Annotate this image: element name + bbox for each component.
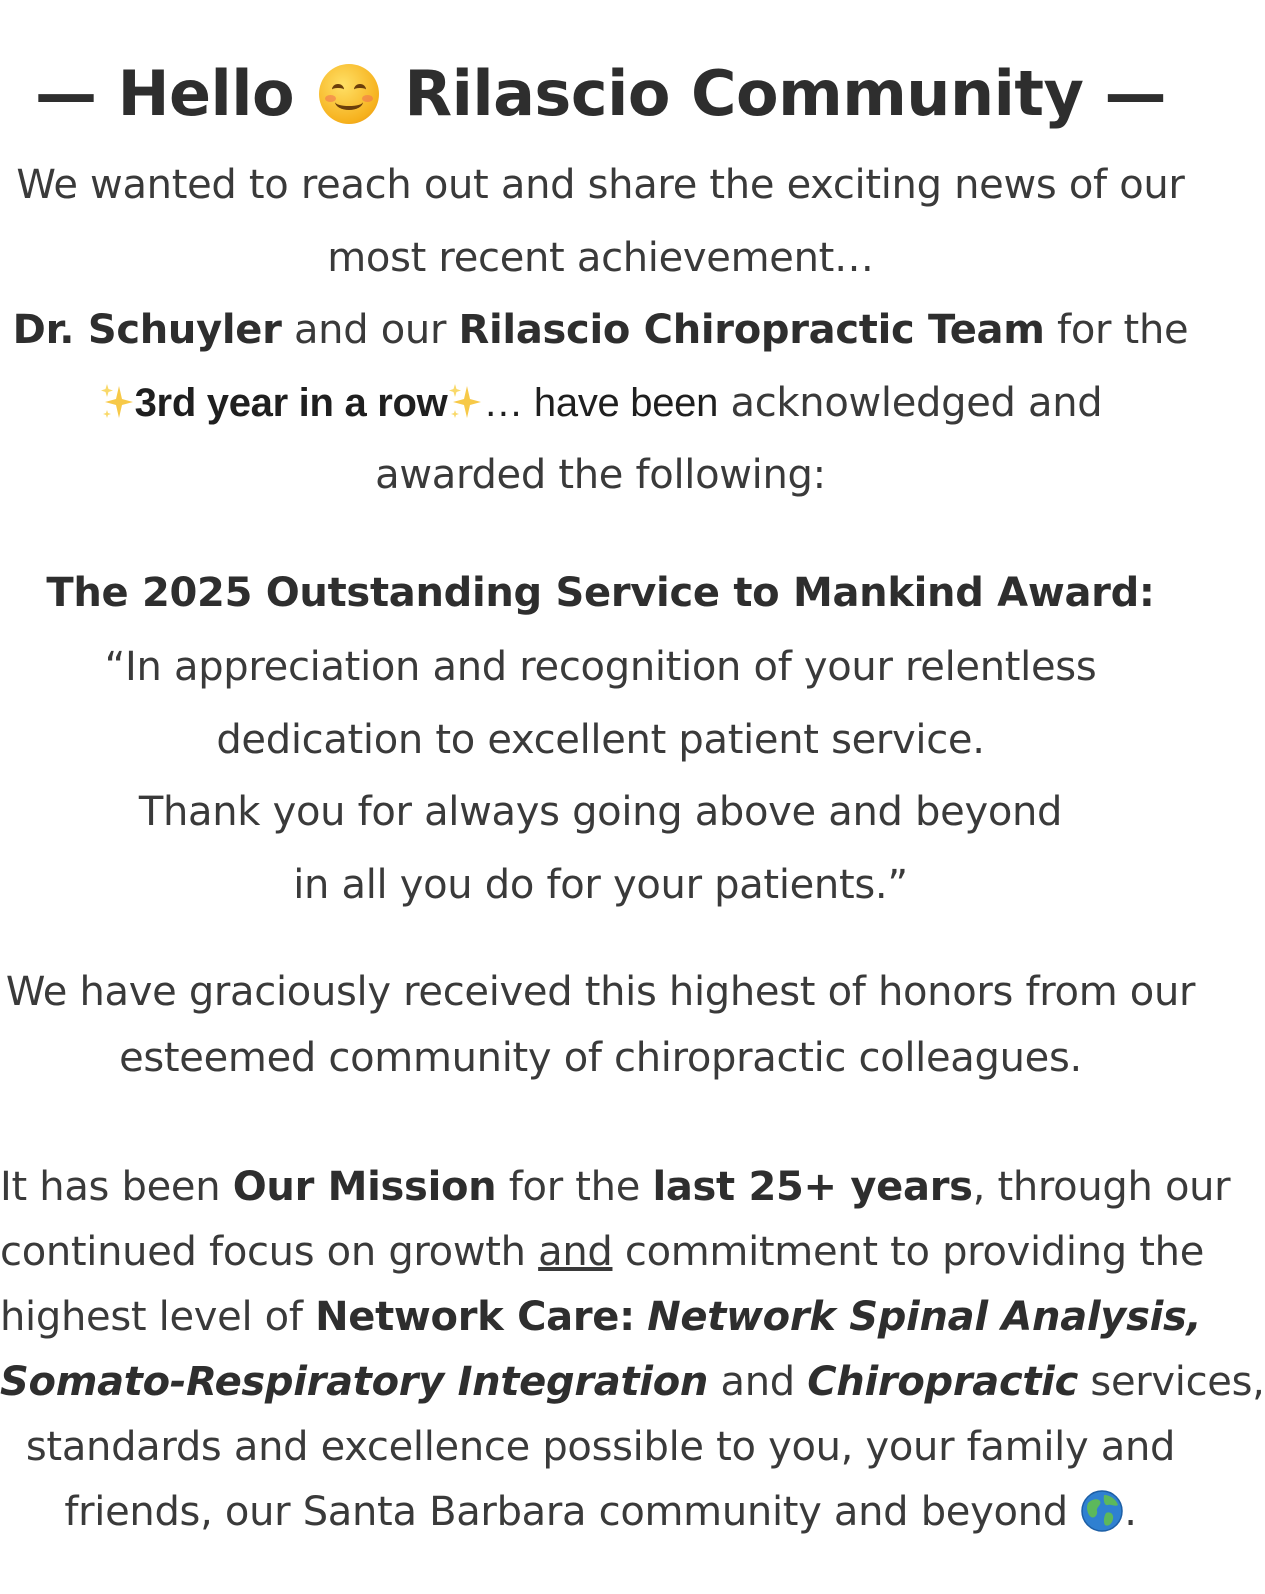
mission-line-2 (0, 1222, 1205, 1282)
mission-line-5: standards and excellence possible to you, your family and (25, 1424, 1176, 1470)
smiling-face-icon (319, 64, 379, 124)
mission-text: and (708, 1359, 808, 1405)
three-years-highlight: 3rd year in a row (134, 381, 448, 425)
title-dash-right: — (1104, 57, 1166, 130)
intro-line-5: awarded the following: (375, 452, 826, 498)
team-name: Rilascio Chiropractic Team (458, 307, 1045, 353)
title-hello: Hello (117, 57, 295, 130)
award-quote-line-3: Thank you for always going above and beyond (138, 789, 1063, 835)
mission-line-4 (0, 1352, 1265, 1412)
intro-text: for the (1044, 307, 1189, 353)
mission-text: , through our (972, 1164, 1231, 1210)
years-count: last 25+ years (652, 1164, 973, 1210)
intro-line-3 (0, 300, 1201, 360)
mission-text (635, 1294, 647, 1340)
page-title (0, 56, 1201, 132)
somato-respiratory-integration: Somato-Respiratory Integration (0, 1359, 709, 1405)
chiropractic: Chiropractic (807, 1359, 1079, 1405)
mission-text: It has been (0, 1164, 233, 1210)
mission-line-1 (0, 1157, 1231, 1217)
network-spinal-analysis: Network Spinal Analysis, (647, 1294, 1202, 1340)
globe-icon (1080, 1489, 1124, 1533)
doctor-name: Dr. Schuyler (12, 307, 282, 353)
mission-line-3 (0, 1287, 1201, 1347)
network-care: Network Care: (315, 1294, 635, 1340)
intro-line-1: We wanted to reach out and share the exciting news of our (16, 162, 1185, 208)
mission-text: commitment to providing the (612, 1229, 1205, 1275)
sparkles-icon (99, 382, 135, 422)
intro-text: and our (281, 307, 459, 353)
title-community-name: Rilascio Community (404, 57, 1084, 130)
title-dash-left: — (35, 57, 97, 130)
intro-text: acknowledged and (718, 380, 1103, 426)
award-quote-line-1: “In appreciation and recognition of your relentless (104, 644, 1097, 690)
our-mission: Our Mission (232, 1164, 497, 1210)
sparkles-icon (447, 382, 483, 422)
mission-text: services, (1078, 1359, 1265, 1405)
received-line-2: esteemed community of chiropractic colleagues. (119, 1035, 1082, 1081)
intro-text: … have been (483, 381, 719, 425)
mission-text: continued focus on growth (0, 1229, 539, 1275)
mission-text: highest level of (0, 1294, 316, 1340)
mission-text: friends, our Santa Barbara community and beyond (64, 1489, 1081, 1535)
intro-line-4 (0, 373, 1201, 433)
mission-line-6 (0, 1482, 1201, 1542)
award-quote-line-2: dedication to excellent patient service. (216, 717, 985, 763)
intro-line-2: most recent achievement… (327, 235, 874, 281)
mission-text: for the (496, 1164, 653, 1210)
award-title: The 2025 Outstanding Service to Mankind Award: (46, 570, 1155, 616)
received-line-1: We have graciously received this highest of honors from our (5, 969, 1196, 1015)
award-quote-line-4: in all you do for your patients.” (293, 862, 908, 908)
underlined-and: and (538, 1229, 613, 1275)
mission-text: . (1124, 1489, 1137, 1535)
